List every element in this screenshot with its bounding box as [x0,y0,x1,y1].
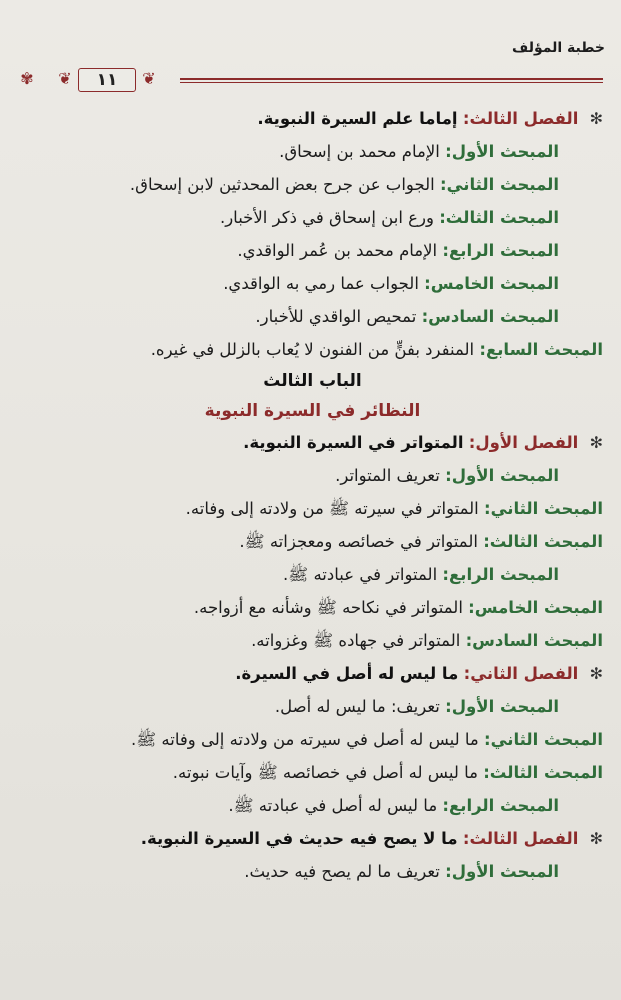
mabhath-label: المبحث الخامس: [468,598,603,617]
asterisk-bullet-icon: ✻ [589,829,603,848]
mabhath-item [22,789,603,822]
mabhath-item [22,624,603,657]
mabhath-text: المتواتر في سيرته ﷺ من ولادته إلى وفاته. [185,499,479,518]
fleuron-ornament-icon: ❦ [142,69,156,88]
mabhath-label: المبحث الرابع: [442,796,559,815]
asterisk-bullet-icon: ✻ [589,433,603,452]
mabhath-item [22,459,603,492]
mabhath-text: الإمام محمد بن إسحاق. [279,142,440,161]
mabhath-label: المبحث الثالث: [483,763,603,782]
mabhath-label: المبحث السادس: [421,307,559,326]
fasl-title: المتواتر في السيرة النبوية. [243,433,464,452]
mabhath-text: المتواتر في عبادته ﷺ. [283,565,438,584]
mabhath-text: الجواب عن جرح بعض المحدثين لابن إسحاق. [129,175,435,194]
mabhath-label: المبحث الثالث: [483,532,603,551]
mabhath-text: ورع ابن إسحاق في ذكر الأخبار. [219,208,434,227]
mabhath-text: المتواتر في نكاحه ﷺ وشأنه مع أزواجه. [193,598,463,617]
fasl-heading [22,657,603,690]
fasl-heading [22,102,603,135]
header-rule-line [180,78,603,80]
mabhath-item [22,690,603,723]
fasl-label: الفصل الثالث: [462,109,579,128]
mabhath-text: تعريف: ما ليس له أصل. [274,697,440,716]
mabhath-item [22,492,603,525]
mabhath-text: تمحيص الواقدي للأخبار. [255,307,417,326]
mabhath-text: المنفرد بفنٍّ من الفنون لا يُعاب بالزلل في غيره. [150,340,475,359]
mabhath-text: الإمام محمد بن عُمر الواقدي. [237,241,438,260]
mabhath-label: المبحث الثاني: [483,499,603,518]
mabhath-item [22,267,603,300]
mabhath-text: تعريف المتواتر. [335,466,440,485]
mabhath-item [22,201,603,234]
mabhath-text: المتواتر في جهاده ﷺ وغزواته. [251,631,461,650]
header-rule-line-thin [180,82,603,83]
header-rule [20,68,603,90]
mabhath-text: تعريف ما لم يصح فيه حديث. [244,862,440,881]
mabhath-text: ما ليس له أصل في خصائصه ﷺ وآيات نبوته. [172,763,478,782]
fasl-label: الفصل الثاني: [463,664,579,683]
fasl-label: الفصل الثالث: [462,829,579,848]
mabhath-item [22,234,603,267]
mabhath-item [22,591,603,624]
fasl-title: ما لا يصح فيه حديث في السيرة النبوية. [140,829,458,848]
fleuron-ornament-icon: ❦ [58,69,72,88]
mabhath-item [22,855,603,888]
mabhath-item [22,135,603,168]
bab-title: الباب الثالث [263,371,362,391]
mabhath-item [22,168,603,201]
mabhath-item [22,333,603,366]
fasl-heading [22,426,603,459]
mabhath-item [22,756,603,789]
mabhath-label: المبحث الأول: [445,862,559,881]
mabhath-text: المتواتر في خصائصه ومعجزاته ﷺ. [239,532,478,551]
mabhath-label: المبحث الثاني: [483,730,603,749]
mabhath-text: الجواب عما رمي به الواقدي. [223,274,419,293]
page-number: ١١ [78,68,136,92]
mabhath-label: المبحث الخامس: [424,274,559,293]
fleuron-ornament-icon: ✾ [20,69,34,88]
mabhath-item [22,300,603,333]
mabhath-item [22,525,603,558]
mabhath-label: المبحث السابع: [479,340,603,359]
mabhath-item [22,723,603,756]
fasl-label: الفصل الأول: [468,433,579,452]
mabhath-label: المبحث الثاني: [439,175,559,194]
running-header-title: خطبة المؤلف [512,40,605,56]
mabhath-text: ما ليس له أصل في عبادته ﷺ. [228,796,438,815]
asterisk-bullet-icon: ✻ [589,664,603,683]
asterisk-bullet-icon: ✻ [589,109,603,128]
mabhath-text: ما ليس له أصل في سيرته من ولادته إلى وفاته ﷺ. [130,730,479,749]
fasl-title: ما ليس له أصل في السيرة. [235,664,459,683]
fasl-title: إماما علم السيرة النبوية. [257,109,458,128]
toc-content [22,102,603,888]
mabhath-label: المبحث الأول: [445,466,559,485]
mabhath-label: المبحث السادس: [465,631,603,650]
bab-subtitle: النظائر في السيرة النبوية [204,401,421,421]
mabhath-item [22,558,603,591]
mabhath-label: المبحث الثالث: [439,208,559,227]
mabhath-label: المبحث الأول: [445,142,559,161]
mabhath-label: المبحث الرابع: [442,565,559,584]
mabhath-label: المبحث الأول: [445,697,559,716]
fasl-heading [22,822,603,855]
mabhath-label: المبحث الرابع: [442,241,559,260]
